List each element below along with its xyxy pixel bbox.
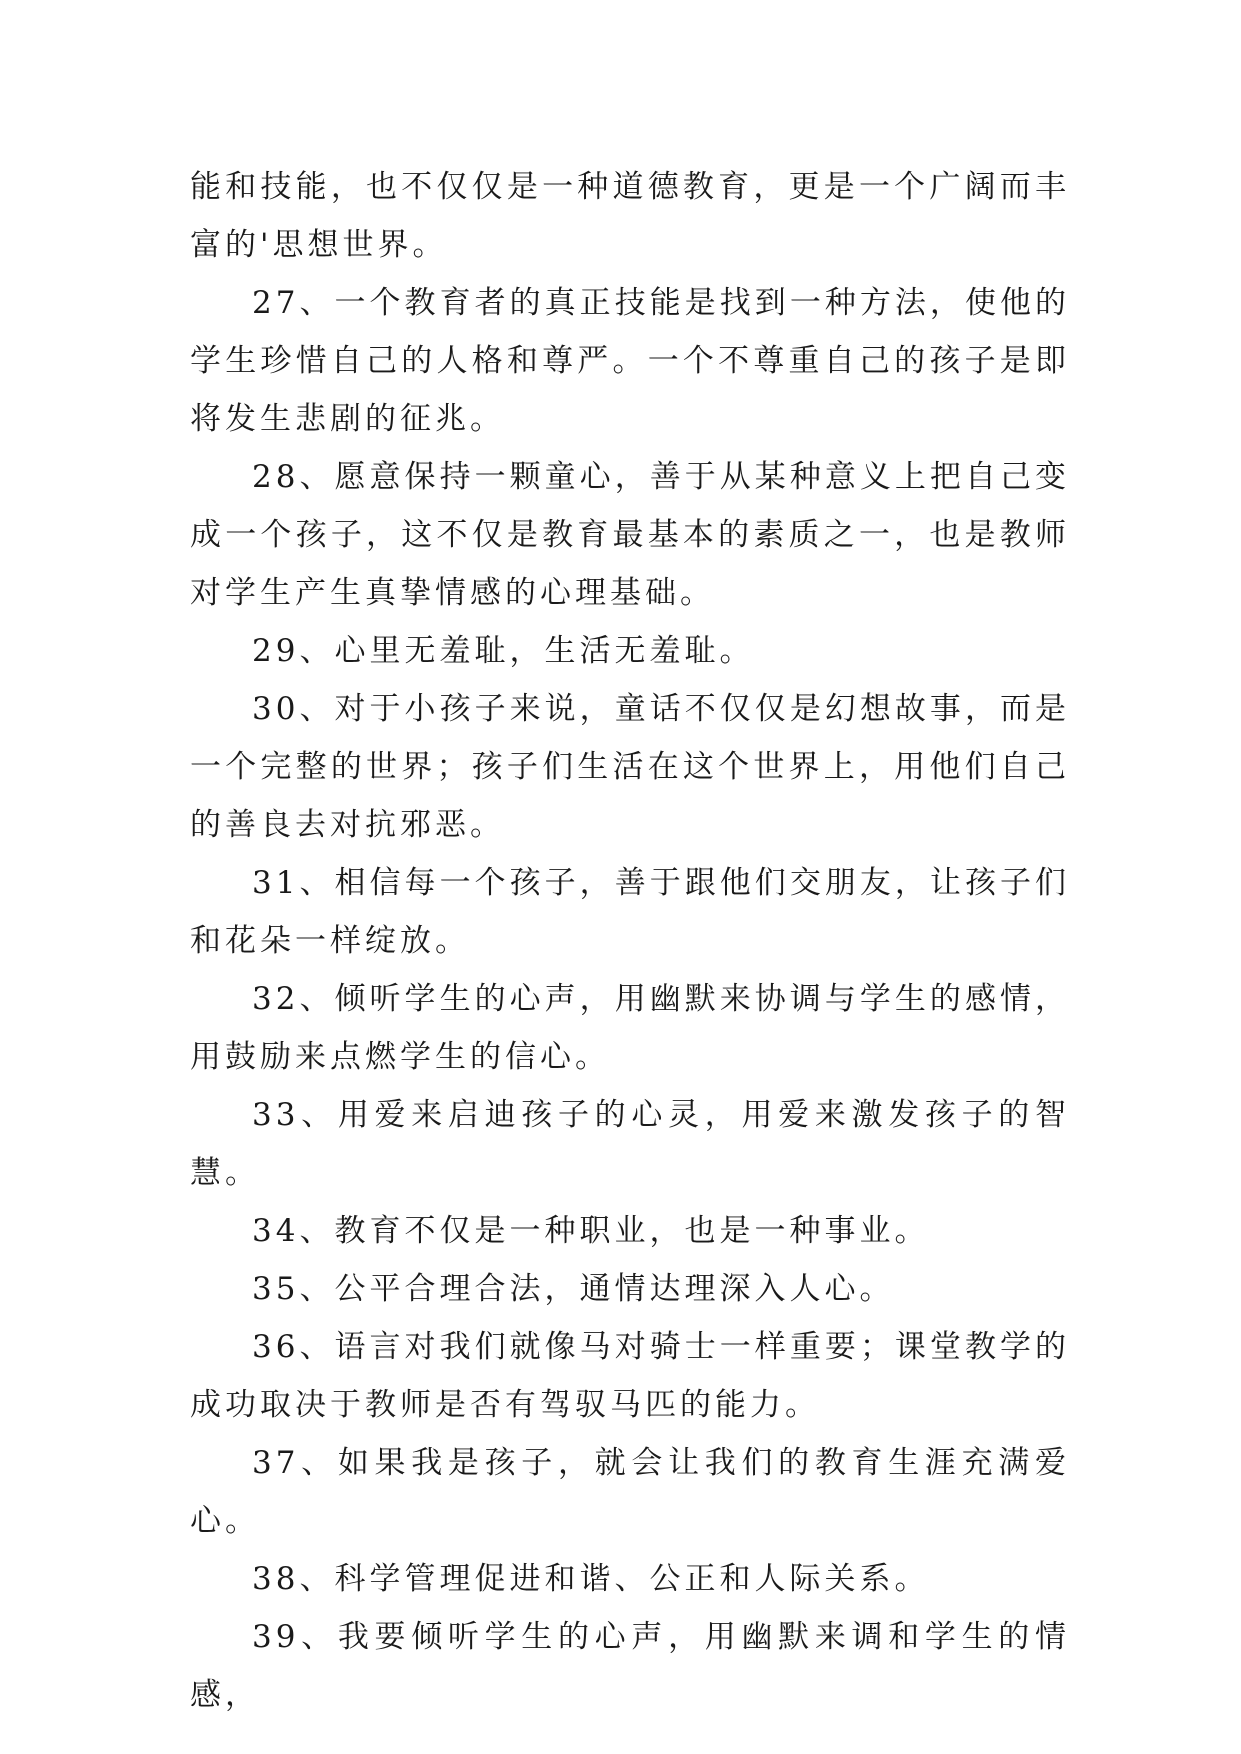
- paragraph-quote-39: 39、我要倾听学生的心声，用幽默来调和学生的情感，: [190, 1619, 1070, 1713]
- paragraph-continuation: 能和技能，也不仅仅是一种道德教育，更是一个广阔而丰富的'思想世界。: [190, 169, 1070, 263]
- paragraph-quote-27: 27、一个教育者的真正技能是找到一种方法，使他的学生珍惜自己的人格和尊严。一个不尊重自己的孩子是即将发生悲剧的征兆。: [190, 285, 1070, 437]
- paragraph-quote-37: 37、如果我是孩子，就会让我们的教育生涯充满爱心。: [190, 1445, 1070, 1539]
- paragraph-quote-31: 31、相信每一个孩子，善于跟他们交朋友，让孩子们和花朵一样绽放。: [190, 865, 1070, 959]
- paragraph-quote-36: 36、语言对我们就像马对骑士一样重要；课堂教学的成功取决于教师是否有驾驭马匹的能力。: [190, 1329, 1070, 1423]
- paragraph-quote-35: 35、公平合理合法，通情达理深入人心。: [252, 1271, 895, 1307]
- paragraph-quote-28: 28、愿意保持一颗童心，善于从某种意义上把自己变成一个孩子，这不仅是教育最基本的素质之一，也是教师对学生产生真挚情感的心理基础。: [190, 459, 1070, 611]
- paragraph-quote-33: 33、用爱来启迪孩子的心灵，用爱来激发孩子的智慧。: [190, 1097, 1070, 1191]
- paragraph-quote-34: 34、教育不仅是一种职业，也是一种事业。: [252, 1213, 930, 1249]
- paragraph-quote-38: 38、科学管理促进和谐、公正和人际关系。: [252, 1561, 930, 1597]
- paragraph-quote-29: 29、心里无羞耻，生活无羞耻。: [252, 633, 755, 669]
- paragraph-quote-30: 30、对于小孩子来说，童话不仅仅是幻想故事，而是一个完整的世界；孩子们生活在这个世界上，用他们自己的善良去对抗邪恶。: [190, 691, 1070, 843]
- paragraph-quote-32: 32、倾听学生的心声，用幽默来协调与学生的感情，用鼓励来点燃学生的信心。: [190, 981, 1070, 1075]
- document-body: [190, 158, 1070, 1724]
